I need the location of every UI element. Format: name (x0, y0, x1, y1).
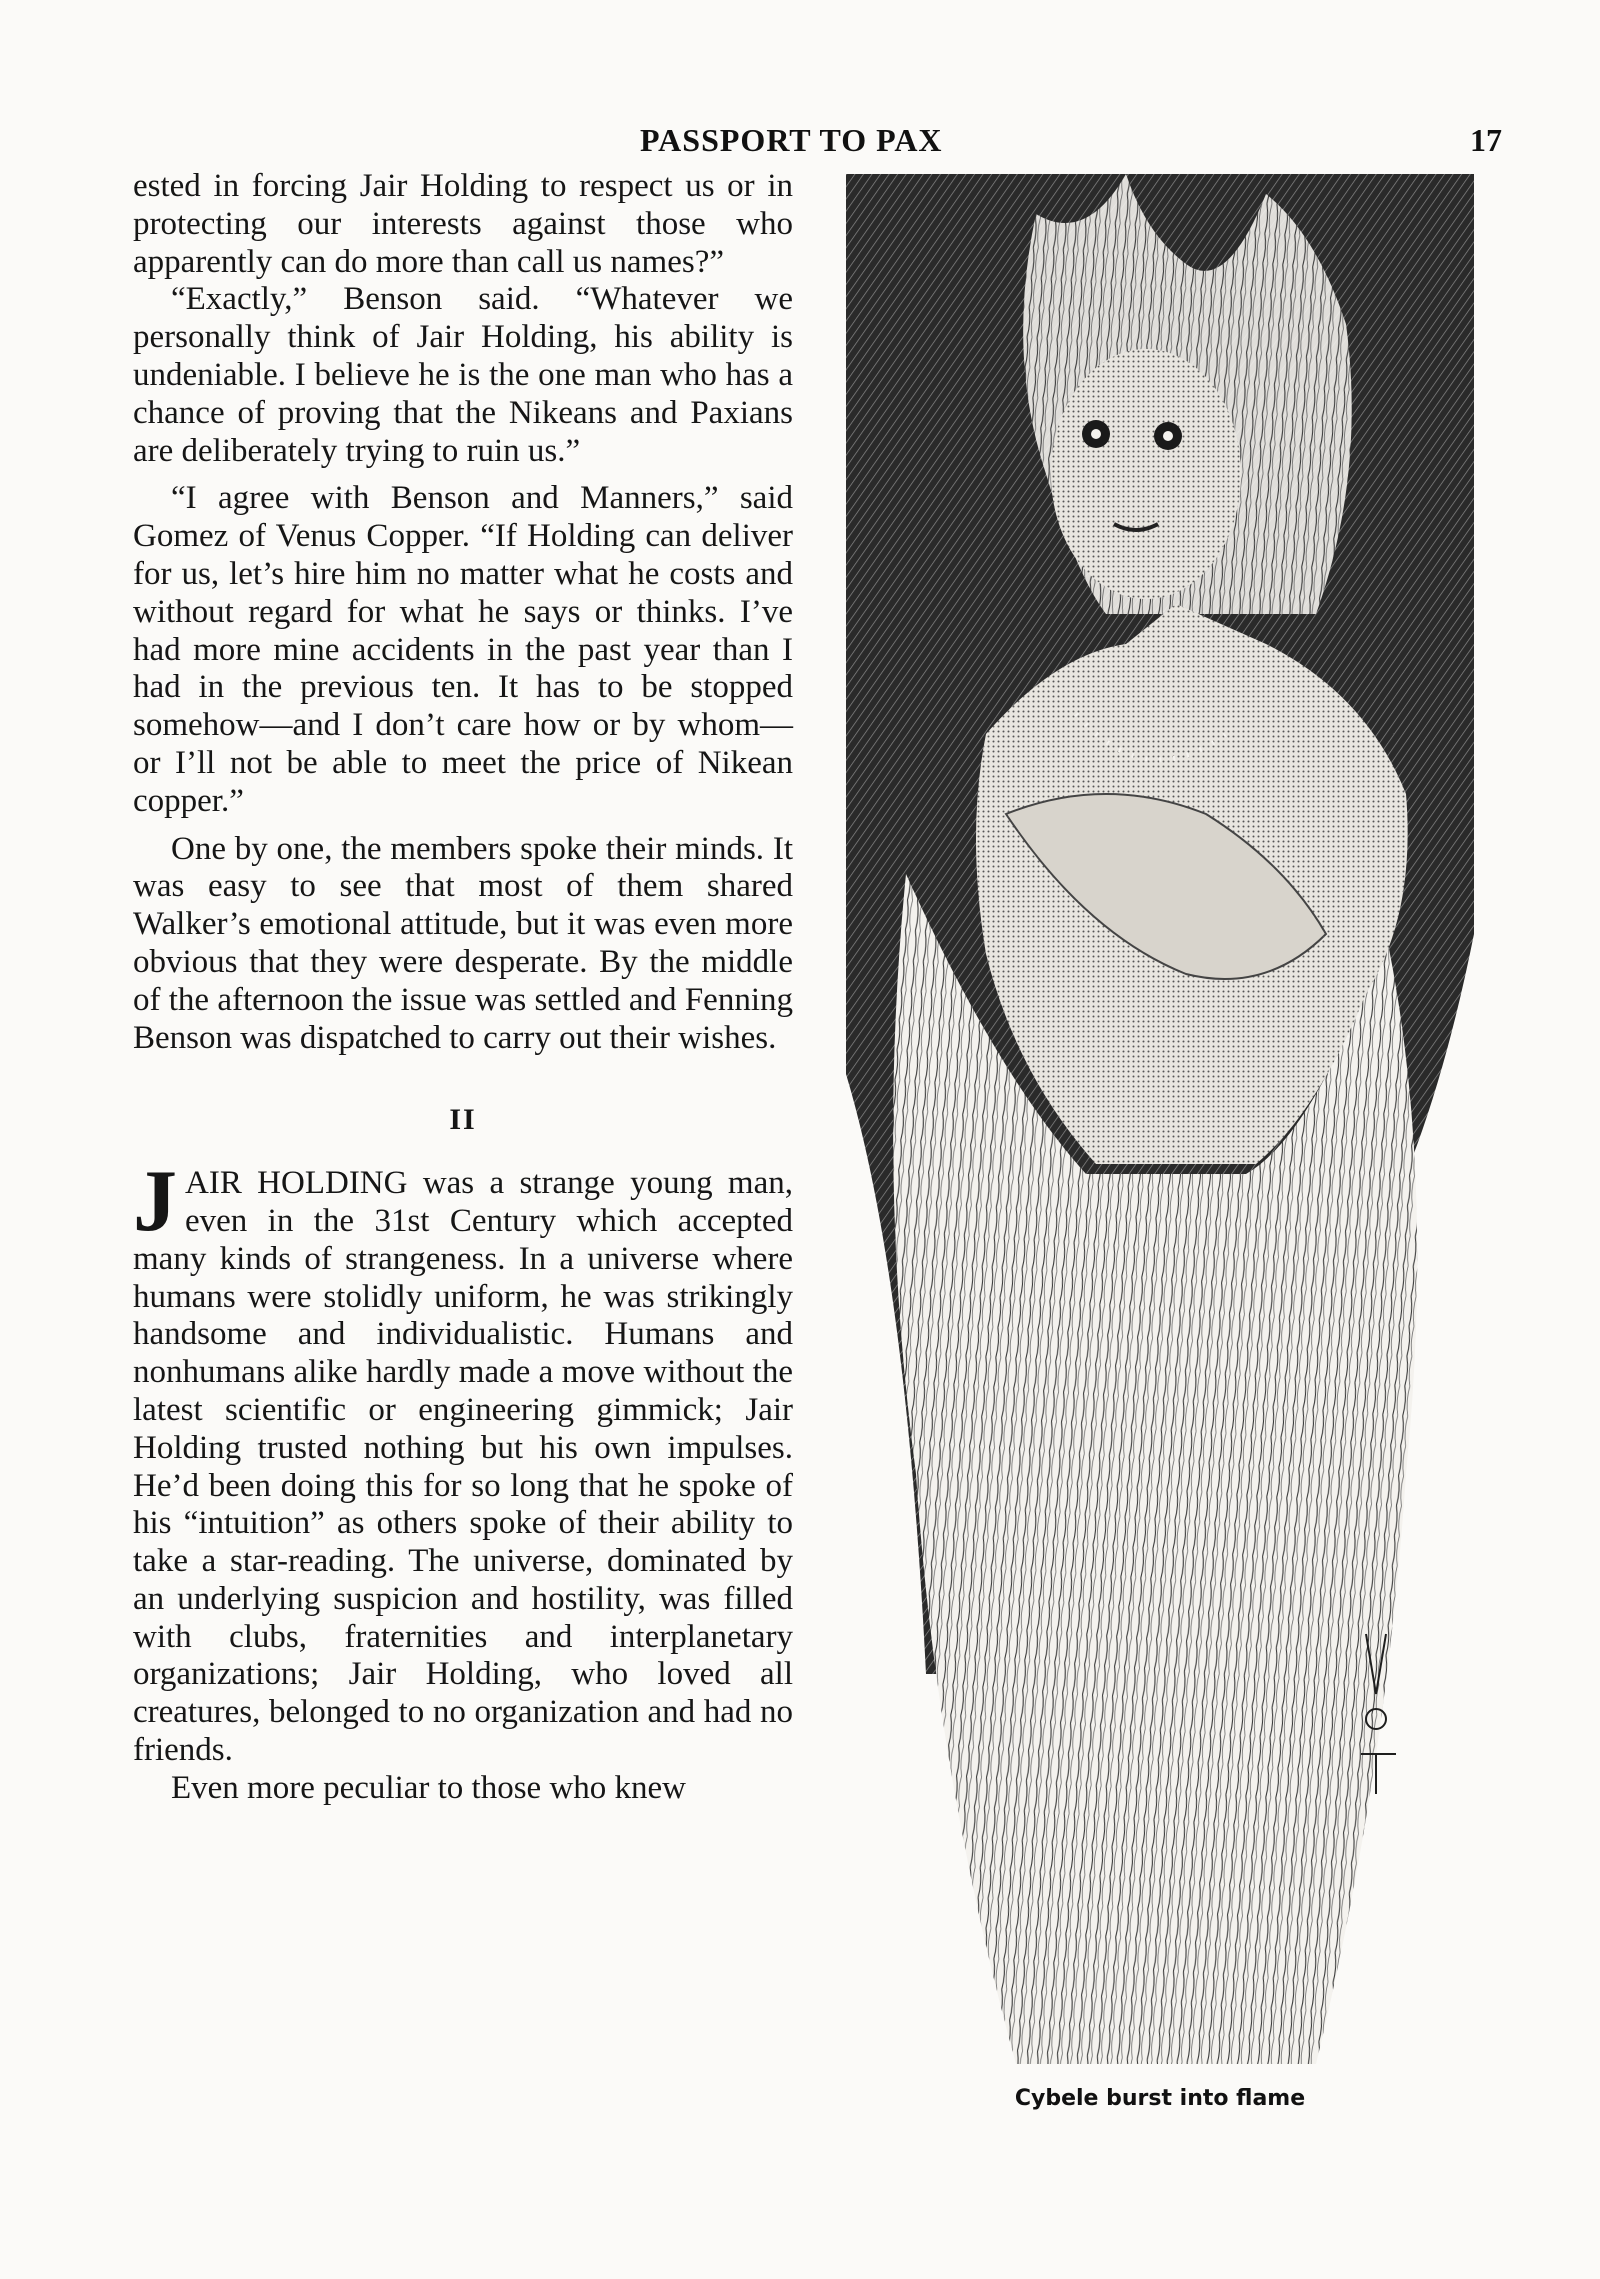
figure-eye (1091, 429, 1101, 439)
paragraph: Even more peculiar to those who knew (171, 1769, 687, 1806)
paragraph-text: AIR HOLDING was a strange young man, even in the 31st Century which accepted many kinds of strangeness. In a universe where humans were stolidly uniform, he was strikingly handsome and individualistic. Humans and nonhumans alike hardly made a move without the latest scientific or engineering gimmick; Jair Holding trusted nothing but his own impulses. He’d been doing this for so long that he spoke of his “intuition” as others spoke of their ability to take a star-reading. The universe, dominated by an underlying suspicion and hostility, was filled with clubs, fraternities and interplanetary organizations; Jair Holding, who loved all creatures, belonged to no organization and had no friends. (133, 1165, 793, 1769)
paragraph: “I agree with Benson and Manners,” said Gomez of Venus Copper. “If Holding can deliver for us, let’s hire him no matter what he costs and without regard for what he says or thinks. I’ve had more mine accidents in the past year than I had in the previous ten. It has to be stopped somehow—and I don’t care how or by whom—or I’ll not be able to meet the price of Nikean copper.” (133, 480, 793, 819)
figure-face (1051, 349, 1241, 599)
page-number: 17 (1470, 122, 1502, 158)
paragraph-continued: ested in forcing Jair Holding to respect us or in protecting our interests against those who apparently can do more than call us names?” (133, 168, 793, 280)
running-title: PASSPORT TO PAX (640, 122, 943, 158)
section-opening-paragraph (133, 1153, 793, 1770)
flame-illustration (846, 174, 1474, 2066)
drop-cap: J (133, 1153, 177, 1251)
text-column (133, 168, 793, 1808)
figure-eye (1163, 431, 1173, 441)
illustration-caption: Cybele burst into flame (1014, 2086, 1306, 2111)
section-number: II (449, 1103, 477, 1137)
paragraph: “Exactly,” Benson said. “Whatever we personally think of Jair Holding, his ability is undeniable. I believe he is the one man who has a chance of proving that the Nikeans and Paxians are deliberately trying to ruin us.” (133, 281, 793, 469)
paragraph: One by one, the members spoke their minds. It was easy to see that most of them shared Walker’s emotional attitude, but it was even more obvious that they were desperate. By the middle of the afternoon the issue was settled and Fenning Benson was dispatched to carry out their wishes. (133, 830, 793, 1056)
